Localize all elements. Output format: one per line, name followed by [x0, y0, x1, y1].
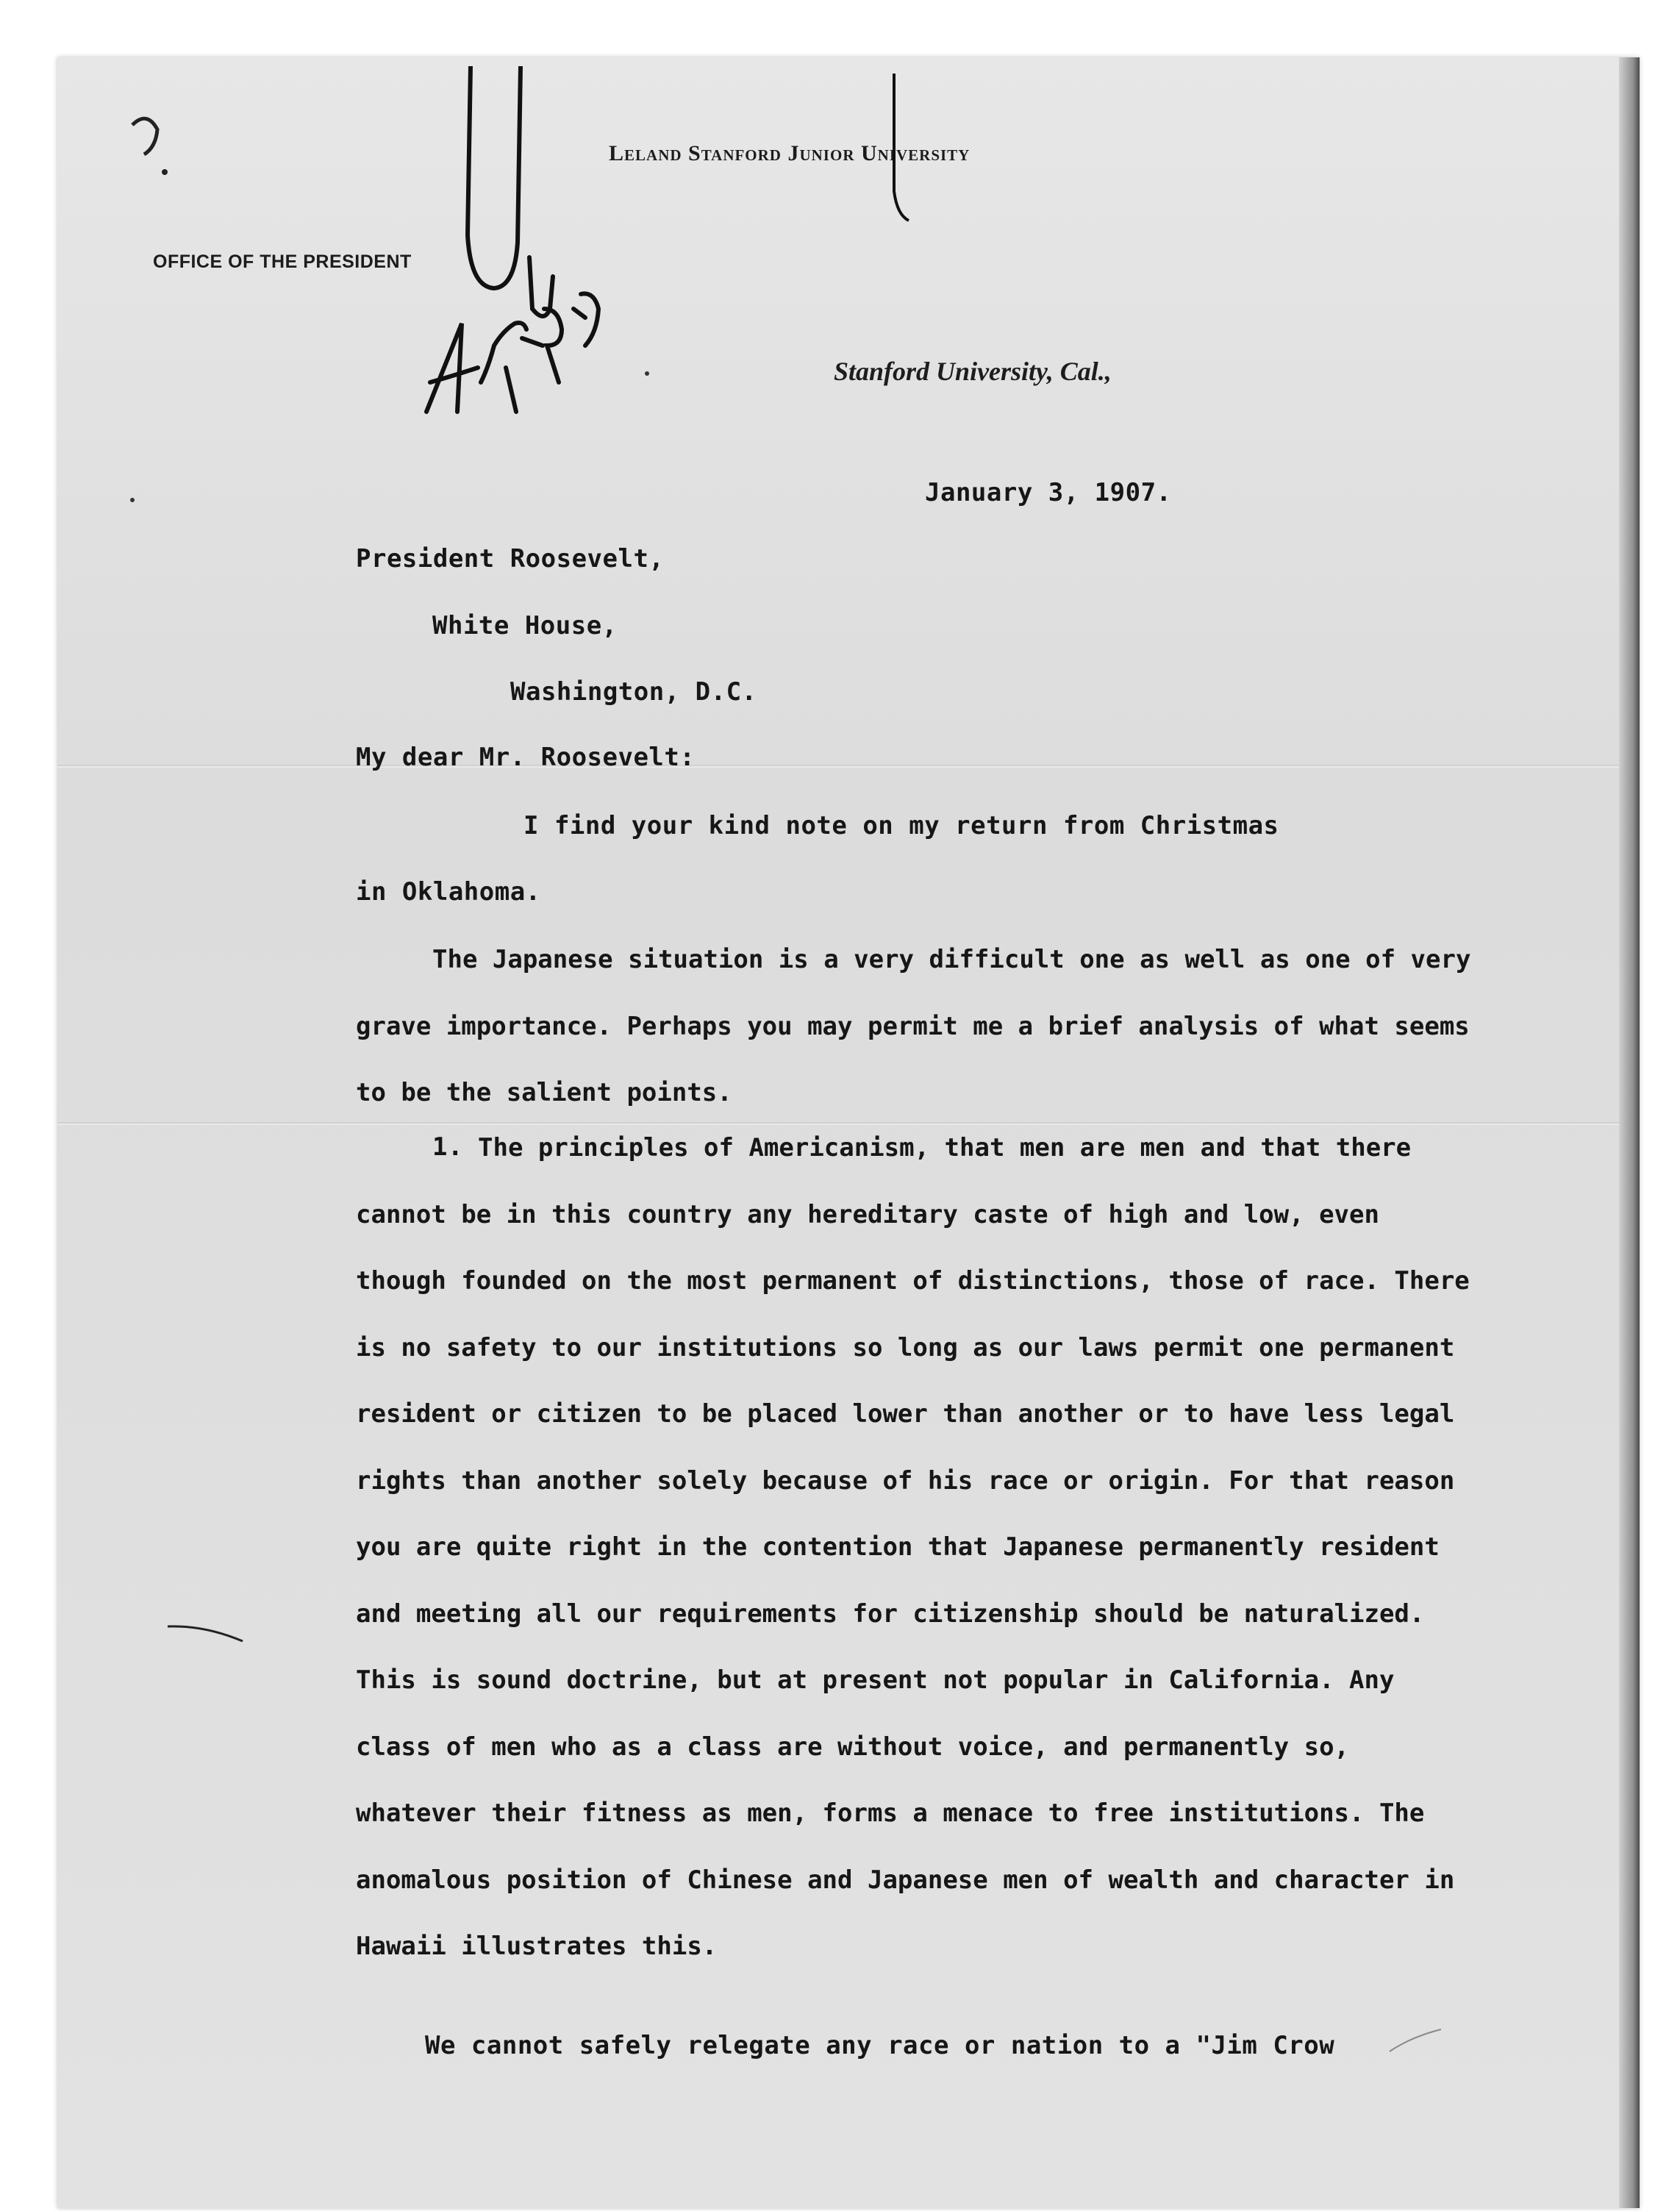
address-line-2: White House, [432, 611, 618, 640]
letterhead-location: Stanford University, Cal., [834, 357, 1112, 386]
letter-date: January 3, 1907. [925, 478, 1172, 507]
ink-dot [130, 498, 135, 502]
letterhead-office: OFFICE OF THE PRESIDENT [153, 251, 412, 272]
address-line-1: President Roosevelt, [356, 544, 665, 574]
clip-mark [468, 66, 521, 288]
ink-dot [162, 169, 168, 175]
paragraph-2: The Japanese situation is a very difficult one as well as one of very grave importance. Perhaps you may permit me a brief analysis of what seems to be the salient points. [356, 945, 1471, 1107]
ink-dot [645, 371, 649, 376]
paragraph-4: We cannot safely relegate any race or nation to a "Jim Crow [425, 2031, 1335, 2060]
pen-stroke [894, 74, 909, 221]
paragraph-1-line-1: I find your kind note on my return from Christmas [523, 811, 1279, 840]
margin-mark [168, 1626, 243, 1641]
handwritten-ansd-note [426, 257, 598, 412]
salutation: My dear Mr. Roosevelt: [356, 743, 696, 772]
list-number: 1. [432, 1132, 463, 1162]
paragraph-3: The principles of Americanism, that men are men and that there cannot be in this country any hereditary caste of high and low, even though founded on the most permanent of distinctions, those of race. There is no safety to our institutions so long as our laws permit one permanent resident or citizen to be placed lower than another or to have less legal rights than another solely because of his race or origin. For that reason you are quite right in the contention that Japanese permanently resident and meeting all our requirements for citizenship should be naturalized. This is sound doctrine, but at present not popular in California. Any class of men who as a class are without voice, and permanently so, whatever their fitness as men, forms a menace to free institutions. The anomalous position of Chinese and Japanese men of wealth and character in Hawaii illustrates this. [356, 1133, 1470, 1961]
corner-mark [132, 118, 157, 154]
margin-mark [1390, 2029, 1441, 2051]
letterhead-university: Leland Stanford Junior University [609, 141, 971, 165]
address-line-3: Washington, D.C. [510, 677, 757, 707]
paragraph-1-line-2: in Oklahoma. [356, 877, 541, 907]
